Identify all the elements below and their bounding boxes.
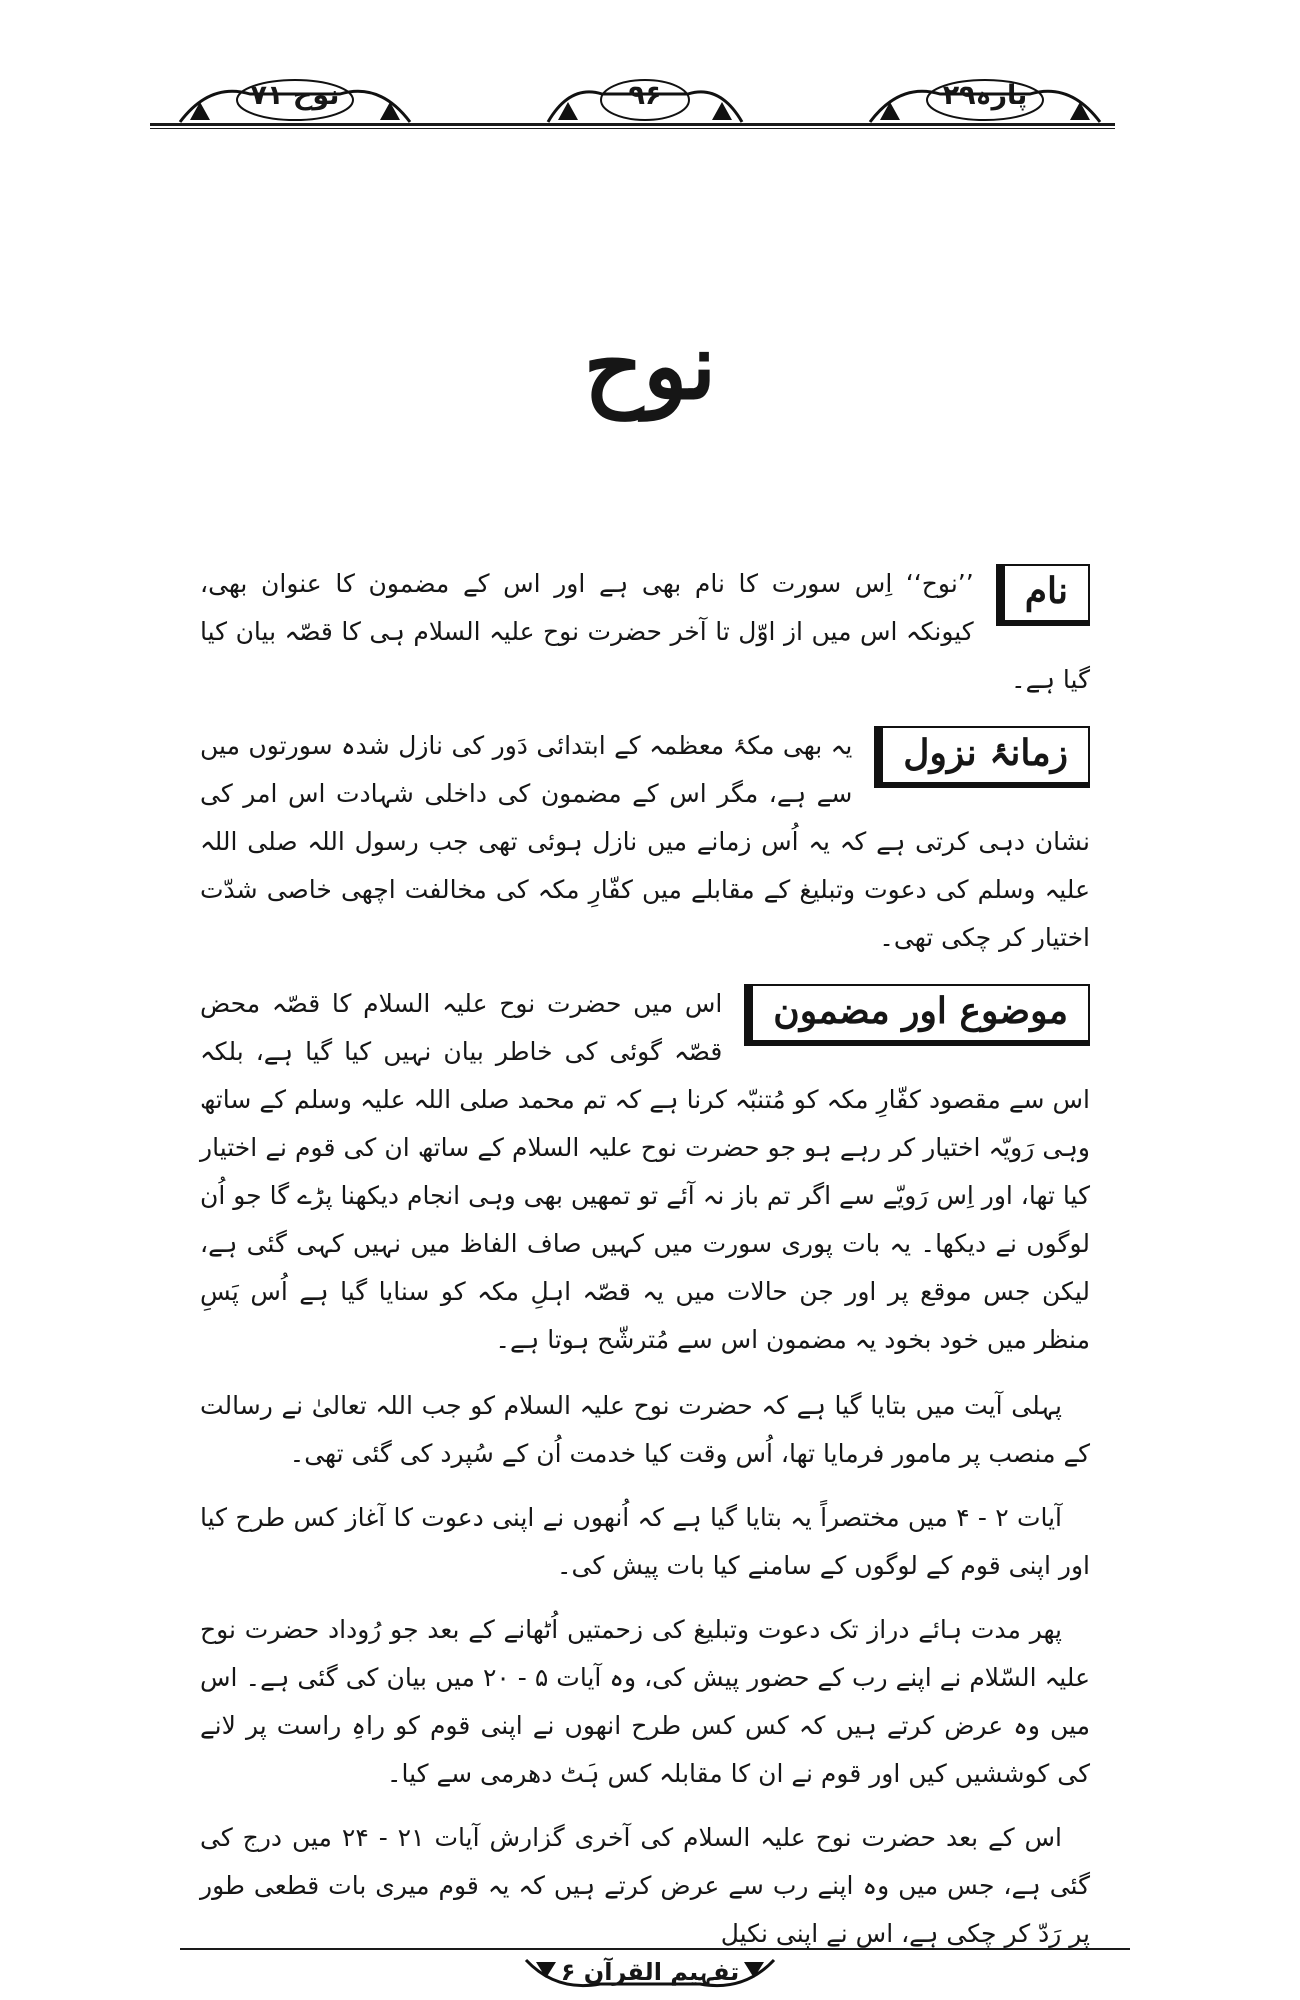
- footer-rule: [180, 1948, 1130, 1950]
- header-surah-ref: نوح ۷۱: [250, 80, 340, 111]
- section-heading: موضوع اور مضمون: [744, 984, 1090, 1046]
- header-surah-cartouche: [170, 72, 420, 128]
- header-para-cartouche: [860, 72, 1110, 128]
- header-rule-thin: [150, 128, 1115, 129]
- paragraph: پہلی آیت میں بتایا گیا ہے کہ حضرت نوح علیہ السلام کو جب اللہ تعالیٰ نے رسالت کے منصب پر مامور فرمایا تھا، اُس وقت کیا خدمت اُن کے سُپرد کی گئی تھی۔: [200, 1391, 1090, 1468]
- body-text: [200, 560, 1090, 1974]
- section-heading: زمانۂ نزول: [874, 726, 1090, 788]
- paragraph: آیات ۲ - ۴ میں مختصراً یہ بتایا گیا ہے کہ اُنھوں نے اپنی دعوت کا آغاز کس طرح کیا اور اپنی قوم کے لوگوں کے سامنے کیا بات پیش کی۔: [200, 1503, 1090, 1580]
- section-text: ’’نوح‘‘ اِس سورت کا نام بھی ہے اور اس کے مضمون کا عنوان بھی، کیونکہ اس میں از اوّل تا آخر حضرت نوح علیہ السلام ہی کا قصّہ بیان کیا گیا ہے۔: [200, 569, 1090, 694]
- section-heading: نام: [996, 564, 1090, 626]
- footer-cartouche: [520, 1952, 780, 1998]
- paragraph: اس کے بعد حضرت نوح علیہ السلام کی آخری گزارش آیات ۲۱ - ۲۴ میں درج کی گئی ہے، جس میں وہ اپنے رب سے عرض کرتے ہیں کہ یہ قوم میری بات قطعی طور پر رَدّ کر چکی ہے، اس نے اپنی نکیل: [200, 1823, 1090, 1948]
- section-text: اس میں حضرت نوح علیہ السلام کا قصّہ محض قصّہ گوئی کی خاطر بیان نہیں کیا گیا ہے، بلکہ اس سے مقصود کفّارِ مکہ کو مُتنبّہ کرنا ہے کہ تم محمد صلی اللہ علیہ وسلم کے ساتھ وہی رَویّہ اختیار کر رہے ہو جو حضرت نوح علیہ السلام کے ساتھ ان کی قوم نے اختیار کیا تھا، اور اِس رَویّے سے اگر تم باز نہ آئے تو تمھیں بھی وہی انجام دیکھنا پڑے گا جو اُن لوگوں نے دیکھا۔ یہ بات پوری سورت میں کہیں صاف الفاظ میں نہیں کہی گئی ہے، لیکن جس موقع پر اور جن حالات میں یہ قصّہ اہلِ مکہ کو سنایا گیا ہے اُس پَسِ منظر میں خود بخود یہ مضمون اس سے مُترشّح ہوتا ہے۔: [200, 989, 1090, 1354]
- surah-title: نوح: [583, 312, 717, 420]
- header-rule: [150, 123, 1115, 126]
- header-page-cartouche: [540, 72, 750, 128]
- section-text: یہ بھی مکۂ معظمہ کے ابتدائی دَور کی نازل شدہ سورتوں میں سے ہے، مگر اس کے مضمون کی داخلی شہادت اس امر کی نشان دہی کرتی ہے کہ یہ اُس زمانے میں نازل ہوئی تھی جب رسول اللہ صلی اللہ علیہ وسلم کی دعوت وتبلیغ کے مقابلے میں کفّارِ مکہ کی مخالفت اچھی خاصی شدّت اختیار کر چکی تھی۔: [200, 731, 1090, 952]
- footer-book-title: تفہیم القرآن ۶: [560, 1958, 740, 1986]
- paragraph: پھر مدت ہائے دراز تک دعوت وتبلیغ کی زحمتیں اُٹھانے کے بعد جو رُوداد حضرت نوح علیہ السّلام نے اپنے رب کے حضور پیش کی، وہ آیات ۵ - ۲۰ میں بیان کی گئی ہے۔ اس میں وہ عرض کرتے ہیں کہ کس کس طرح انھوں نے اپنی قوم کو راہِ راست پر لانے کی کوششیں کیں اور قوم نے ان کا مقابلہ کس ہَٹ دھرمی سے کیا۔: [200, 1615, 1090, 1788]
- section-revelation-period: [200, 722, 1090, 962]
- section-name: [200, 560, 1090, 704]
- header-para: پارہ۲۹: [942, 80, 1028, 111]
- section-subject-matter: [200, 980, 1090, 1364]
- header-page-number: ۹۶: [628, 80, 662, 111]
